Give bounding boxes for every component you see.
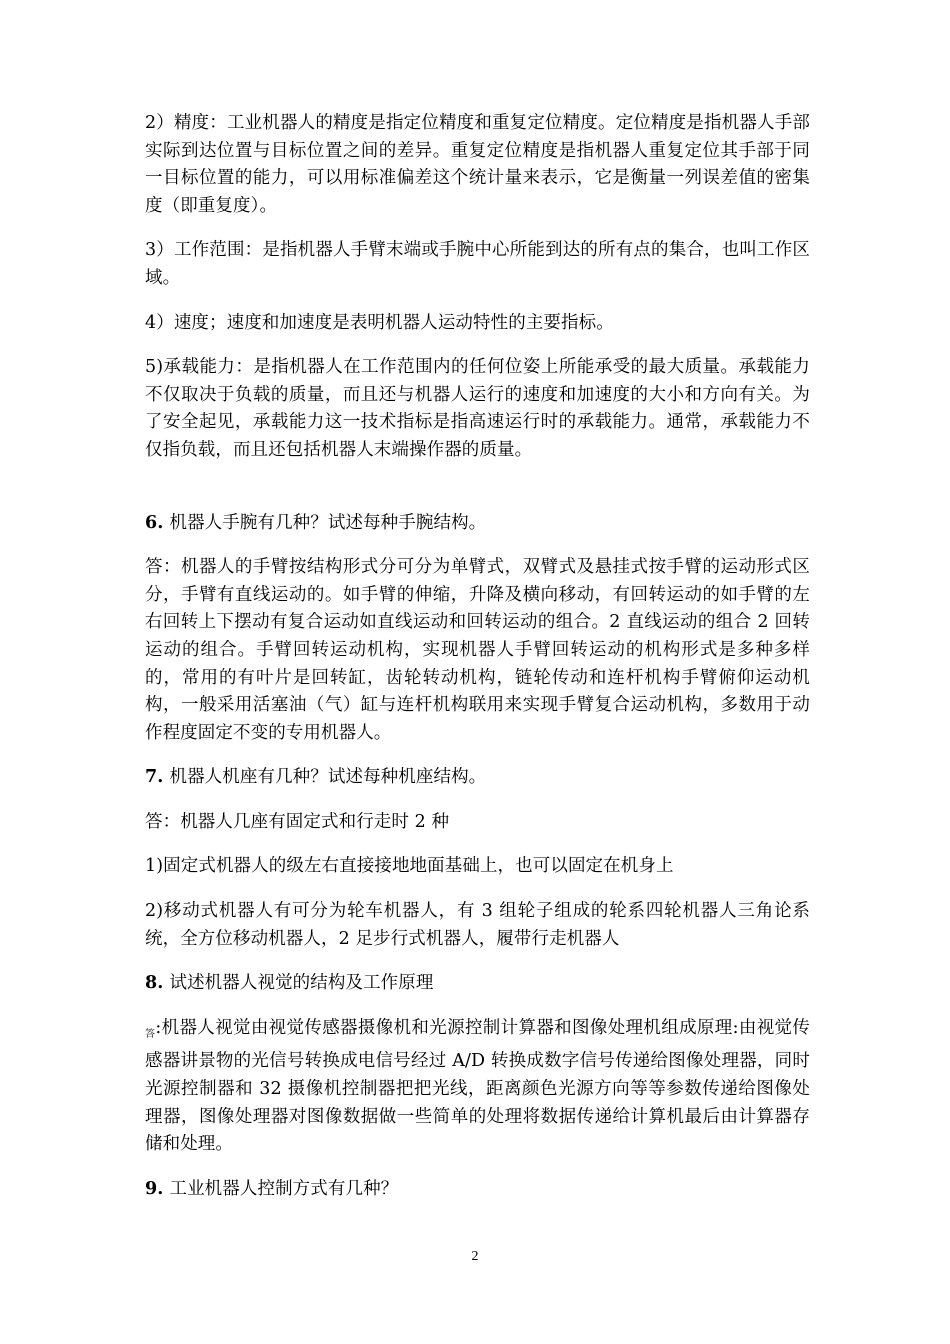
answer-8-prefix: 答 [145,1028,156,1040]
page-number: 2 [471,1249,479,1264]
question-8-text: 试述机器人视觉的结构及工作原理 [169,973,434,994]
question-9-text: 工业机器人控制方式有几种？ [169,1178,399,1199]
question-7-number: 7. [145,767,164,788]
question-6-number: 6. [145,512,164,533]
document-body [145,110,810,1203]
answer-8 [145,1015,810,1159]
question-7-text: 机器人机座有几种？试述每种机座结构。 [169,767,487,788]
paragraph-precision: 2）精度：工业机器人的精度是指定位精度和重复定位精度。定位精度是指机器人手部实际到达位置与目标位置之间的差异。重复定位精度是指机器人重复定位其手部于同一目标位置的能力，可以用标准偏差这个统计量来表示，它是衡量一列误差值的密集度（即重复度）。 [145,113,810,216]
question-8-number: 8. [145,973,164,994]
question-6-text: 机器人手腕有几种？试述每种手腕结构。 [169,512,487,533]
answer-6: 答：机器人的手臂按结构形式分可分为单臂式，双臂式及悬挂式按手臂的运动形式区分，手臂有直线运动的。如手臂的伸缩，升降及横向移动，有回转运动的如手臂的左右回转上下摆动有复合运动如直线运动和回转运动的组合。2 直线运动的组合 2 回转运动的组合。手臂回转运动机构，实现机器人手臂回转运动的机构形式是多种多样的，常用的有叶片是回转缸，齿轮转动机构，链轮传动和连杆机构手臂俯仰运动机构，一般采用活塞油（气）缸与连杆机构联用来实现手臂复合运动机构，多数用于动作程度固定不变的专用机器人。 [145,557,810,743]
question-9-heading [145,1176,810,1204]
paragraph-work-range: 3）工作范围：是指机器人手臂末端或手腕中心所能到达的所有点的集合，也叫工作区域。 [145,240,810,288]
question-6-heading [145,510,810,538]
paragraph-speed: 4）速度；速度和加速度是表明机器人运动特性的主要指标。 [145,312,614,333]
question-9-number: 9. [145,1178,164,1199]
question-7-heading [145,764,810,792]
answer-8-text: :机器人视觉由视觉传感器摄像机和光源控制计算器和图像处理机组成原理:由视觉传感器讲景物的光信号转换成电信号经过 A/D 转换成数字信号传递给图像处理器，同时光源控制器和 32 摄像机控制器把把光线，距离颜色光源方向等等参数传递给图像处理器，图像处理器对图像数据做一些简单的处理将数据传递给计算机最后由计算器存储和处理。 [145,1017,811,1155]
answer-7-mobile: 2)移动式机器人有可分为轮车机器人，有 3 组轮子组成的轮系四轮机器人三角论系统，全方位移动机器人，2 足步行式机器人，履带行走机器人 [145,901,810,949]
question-8-heading [145,970,810,998]
paragraph-load-capacity: 5)承载能力：是指机器人在工作范围内的任何位姿上所能承受的最大质量。承载能力不仅取决于负载的质量，而且还与机器人运行的速度和加速度的大小和方向有关。为了安全起见，承载能力这一技术指标是指高速运行时的承载能力。通常，承载能力不仅指负载，而且还包括机器人末端操作器的质量。 [145,357,810,460]
answer-7-fixed: 1)固定式机器人的级左右直接接地地面基础上，也可以固定在机身上 [145,856,674,877]
answer-7-intro: 答：机器人几座有固定式和行走时 2 种 [145,811,450,832]
